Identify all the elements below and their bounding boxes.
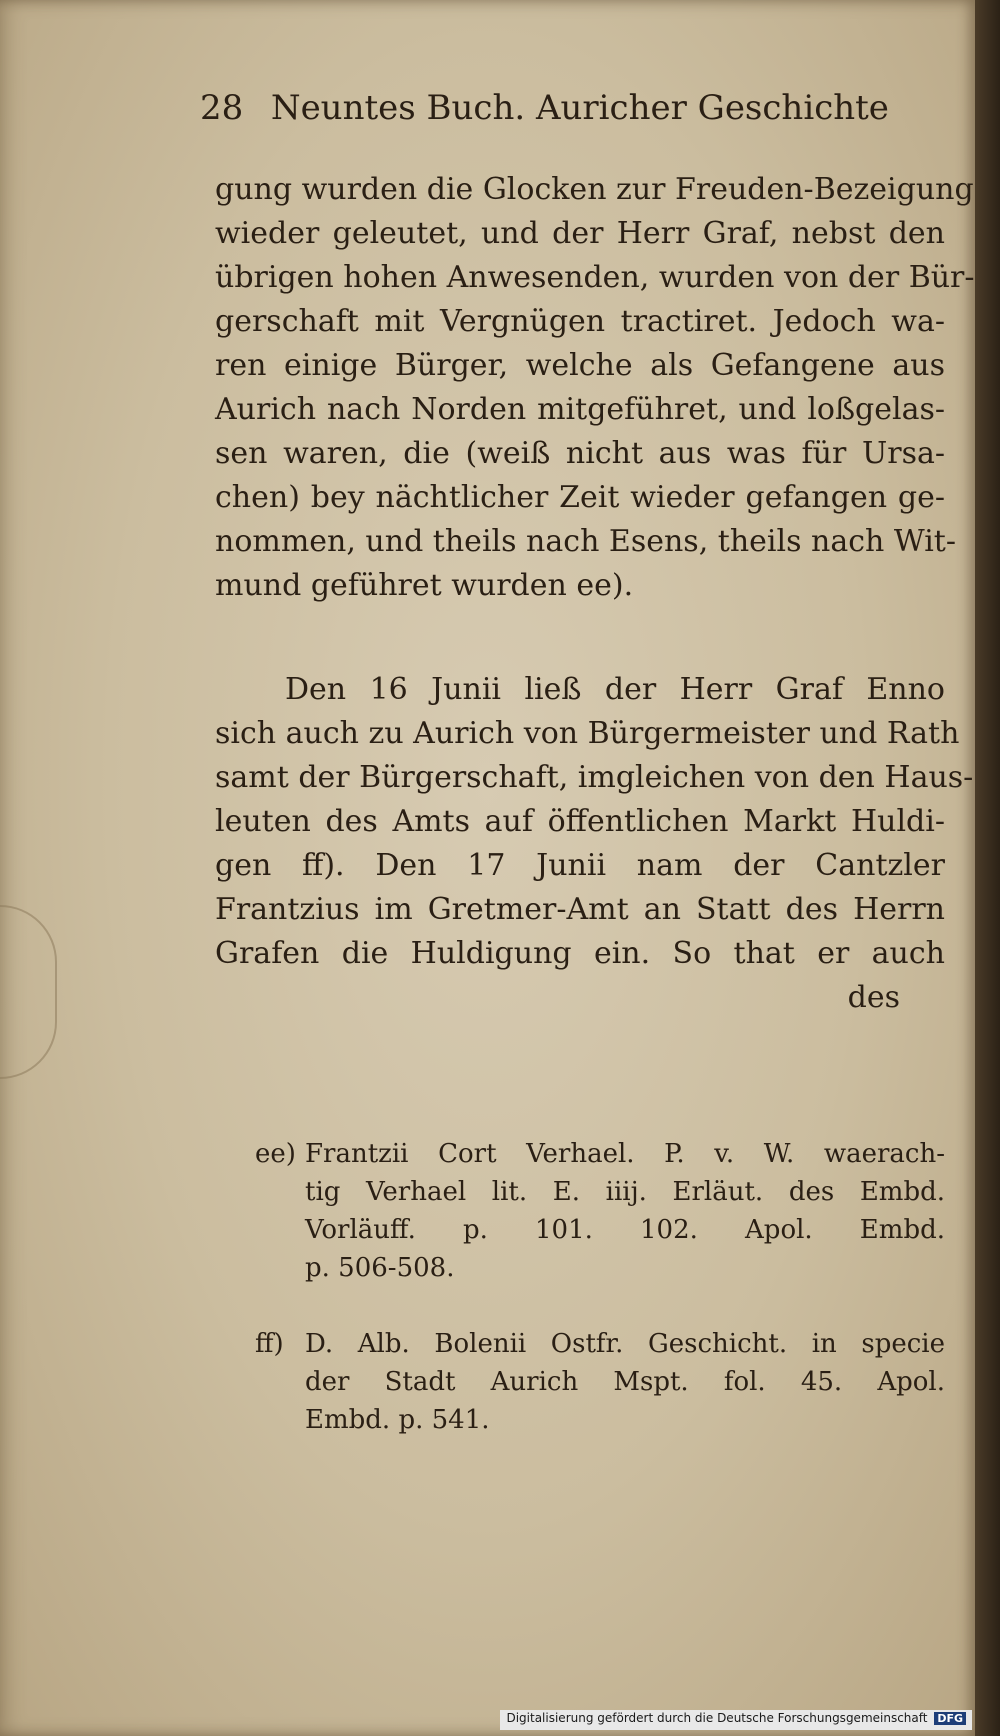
- body-line: nommen, und theils nach Esens, theils nach Wit-: [215, 524, 956, 559]
- body-line: Aurich nach Norden mitgeführet, und loßgelas-: [215, 392, 945, 427]
- body-line: Frantzius im Gretmer-Amt an Statt des Herrn: [215, 892, 945, 927]
- dfg-logo-icon: DFG: [934, 1712, 966, 1725]
- footnote-mark: ee): [255, 1139, 296, 1169]
- footnotes: [255, 1135, 945, 1477]
- body-line: Grafen die Huldigung ein. So that er auch: [215, 936, 945, 971]
- body-text: [215, 168, 975, 1020]
- page-edge-loop: [0, 905, 57, 1079]
- body-line: gerschaft mit Vergnügen tractiret. Jedoch wa-: [215, 304, 945, 339]
- catchword: des: [847, 980, 900, 1015]
- body-line: leuten des Amts auf öffentlichen Markt Huldi-: [215, 804, 945, 839]
- footnote-mark: ff): [255, 1329, 284, 1359]
- page-number: 28: [200, 88, 244, 128]
- footnote-line: Vorläuff. p. 101. 102. Apol. Embd.: [305, 1215, 945, 1245]
- body-line: mund geführet wurden ee).: [215, 568, 634, 603]
- running-title: Neuntes Buch. Auricher Geschichte: [270, 88, 889, 128]
- credit-text: Digitalisierung gefördert durch die Deutsche Forschungsgemeinschaft: [506, 1711, 928, 1725]
- footnote-ee: [255, 1135, 945, 1287]
- body-line: ren einige Bürger, welche als Gefangene aus: [215, 348, 945, 383]
- body-line: chen) bey nächtlicher Zeit wieder gefangen ge-: [215, 480, 945, 515]
- body-line: sich auch zu Aurich von Bürgermeister und Rath: [215, 716, 960, 751]
- footnote-line: D. Alb. Bolenii Ostfr. Geschicht. in specie: [305, 1329, 945, 1359]
- paragraph-gap: [215, 608, 945, 668]
- body-line: sen waren, die (weiß nicht aus was für Ursa-: [215, 436, 945, 471]
- footnote-ff: [255, 1325, 945, 1439]
- body-line: gung wurden die Glocken zur Freuden-Bezeigung: [215, 172, 974, 207]
- footnote-line: p. 506-508.: [305, 1253, 455, 1283]
- footnote-line: Frantzii Cort Verhael. P. v. W. waerach-: [305, 1139, 945, 1169]
- body-line: übrigen hohen Anwesenden, wurden von der Bür-: [215, 260, 975, 295]
- digitization-credit: [500, 1710, 972, 1730]
- body-line: samt der Bürgerschaft, imgleichen von den Haus-: [215, 760, 974, 795]
- footnote-line: tig Verhael lit. E. iiij. Erläut. des Embd.: [305, 1177, 945, 1207]
- footnote-line: Embd. p. 541.: [305, 1405, 490, 1435]
- body-line: Den 16 Junii ließ der Herr Graf Enno: [285, 672, 945, 707]
- book-spine: [975, 0, 1000, 1736]
- running-header: [200, 88, 889, 138]
- footnote-line: der Stadt Aurich Mspt. fol. 45. Apol.: [305, 1367, 945, 1397]
- body-line: wieder geleutet, und der Herr Graf, nebst den: [215, 216, 945, 251]
- body-line: gen ff). Den 17 Junii nam der Cantzler: [215, 848, 945, 883]
